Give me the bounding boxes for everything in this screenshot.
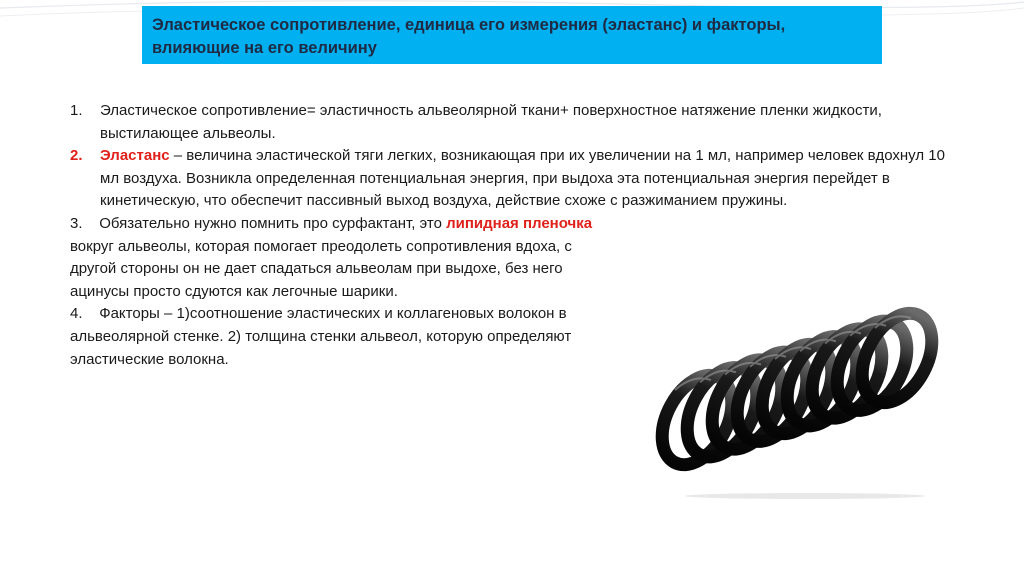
item-text xyxy=(70,145,950,213)
item-text-after: вокруг альвеолы, которая помогает преодолеть сопротивления вдоха, с другой стороны он не дает спадаться альвеолам при выдохе, без него ацинусы просто сдуются как легочные шарики. xyxy=(70,237,572,300)
list-item xyxy=(70,100,950,145)
term-elastance: Эластанс xyxy=(100,147,170,165)
slide-title xyxy=(142,6,882,64)
highlight-lipid-film: липидная пленочка xyxy=(446,214,593,232)
item-text-rest: – величина эластической тяги легких, возникающая при их увеличении на 1 мл, например человек вдохнул 10 мл воздуха. Возникла определенная потенциальная энергия, при выдоха эта потенциальная энергия перейдет в кинетическую, что обеспечит пассивный выход воздуха, действие схоже с разжиманием пружины. xyxy=(100,147,945,210)
item-text-body: Факторы – 1)соотношение эластических и коллагеновых волокон в альвеолярной стенке. 2) толщина стенки альвеол, которую определяют эластические волокна. xyxy=(70,305,572,368)
list-item xyxy=(70,213,950,303)
item-text xyxy=(70,303,595,371)
spring-shadow xyxy=(685,493,925,499)
title-line-2: влияющие на его величину xyxy=(152,39,377,57)
item-text-before: Обязательно нужно помнить про сурфактант, это xyxy=(99,214,447,232)
item-text xyxy=(70,213,595,303)
item-number: 3. xyxy=(70,214,83,232)
spring-coil xyxy=(848,302,946,415)
item-number: 1. xyxy=(70,102,83,119)
list-item xyxy=(70,145,950,213)
item-number: 2. xyxy=(70,147,83,165)
title-line-1: Эластическое сопротивление, единица его измерения (эластанс) и факторы, xyxy=(152,16,786,34)
coil-spring-icon xyxy=(655,300,955,500)
item-text: Эластическое сопротивление= эластичность альвеолярной ткани+ поверхностное натяжение пленки жидкости, выстилающее альвеолы. xyxy=(100,102,882,142)
item-number: 4. xyxy=(70,305,83,323)
